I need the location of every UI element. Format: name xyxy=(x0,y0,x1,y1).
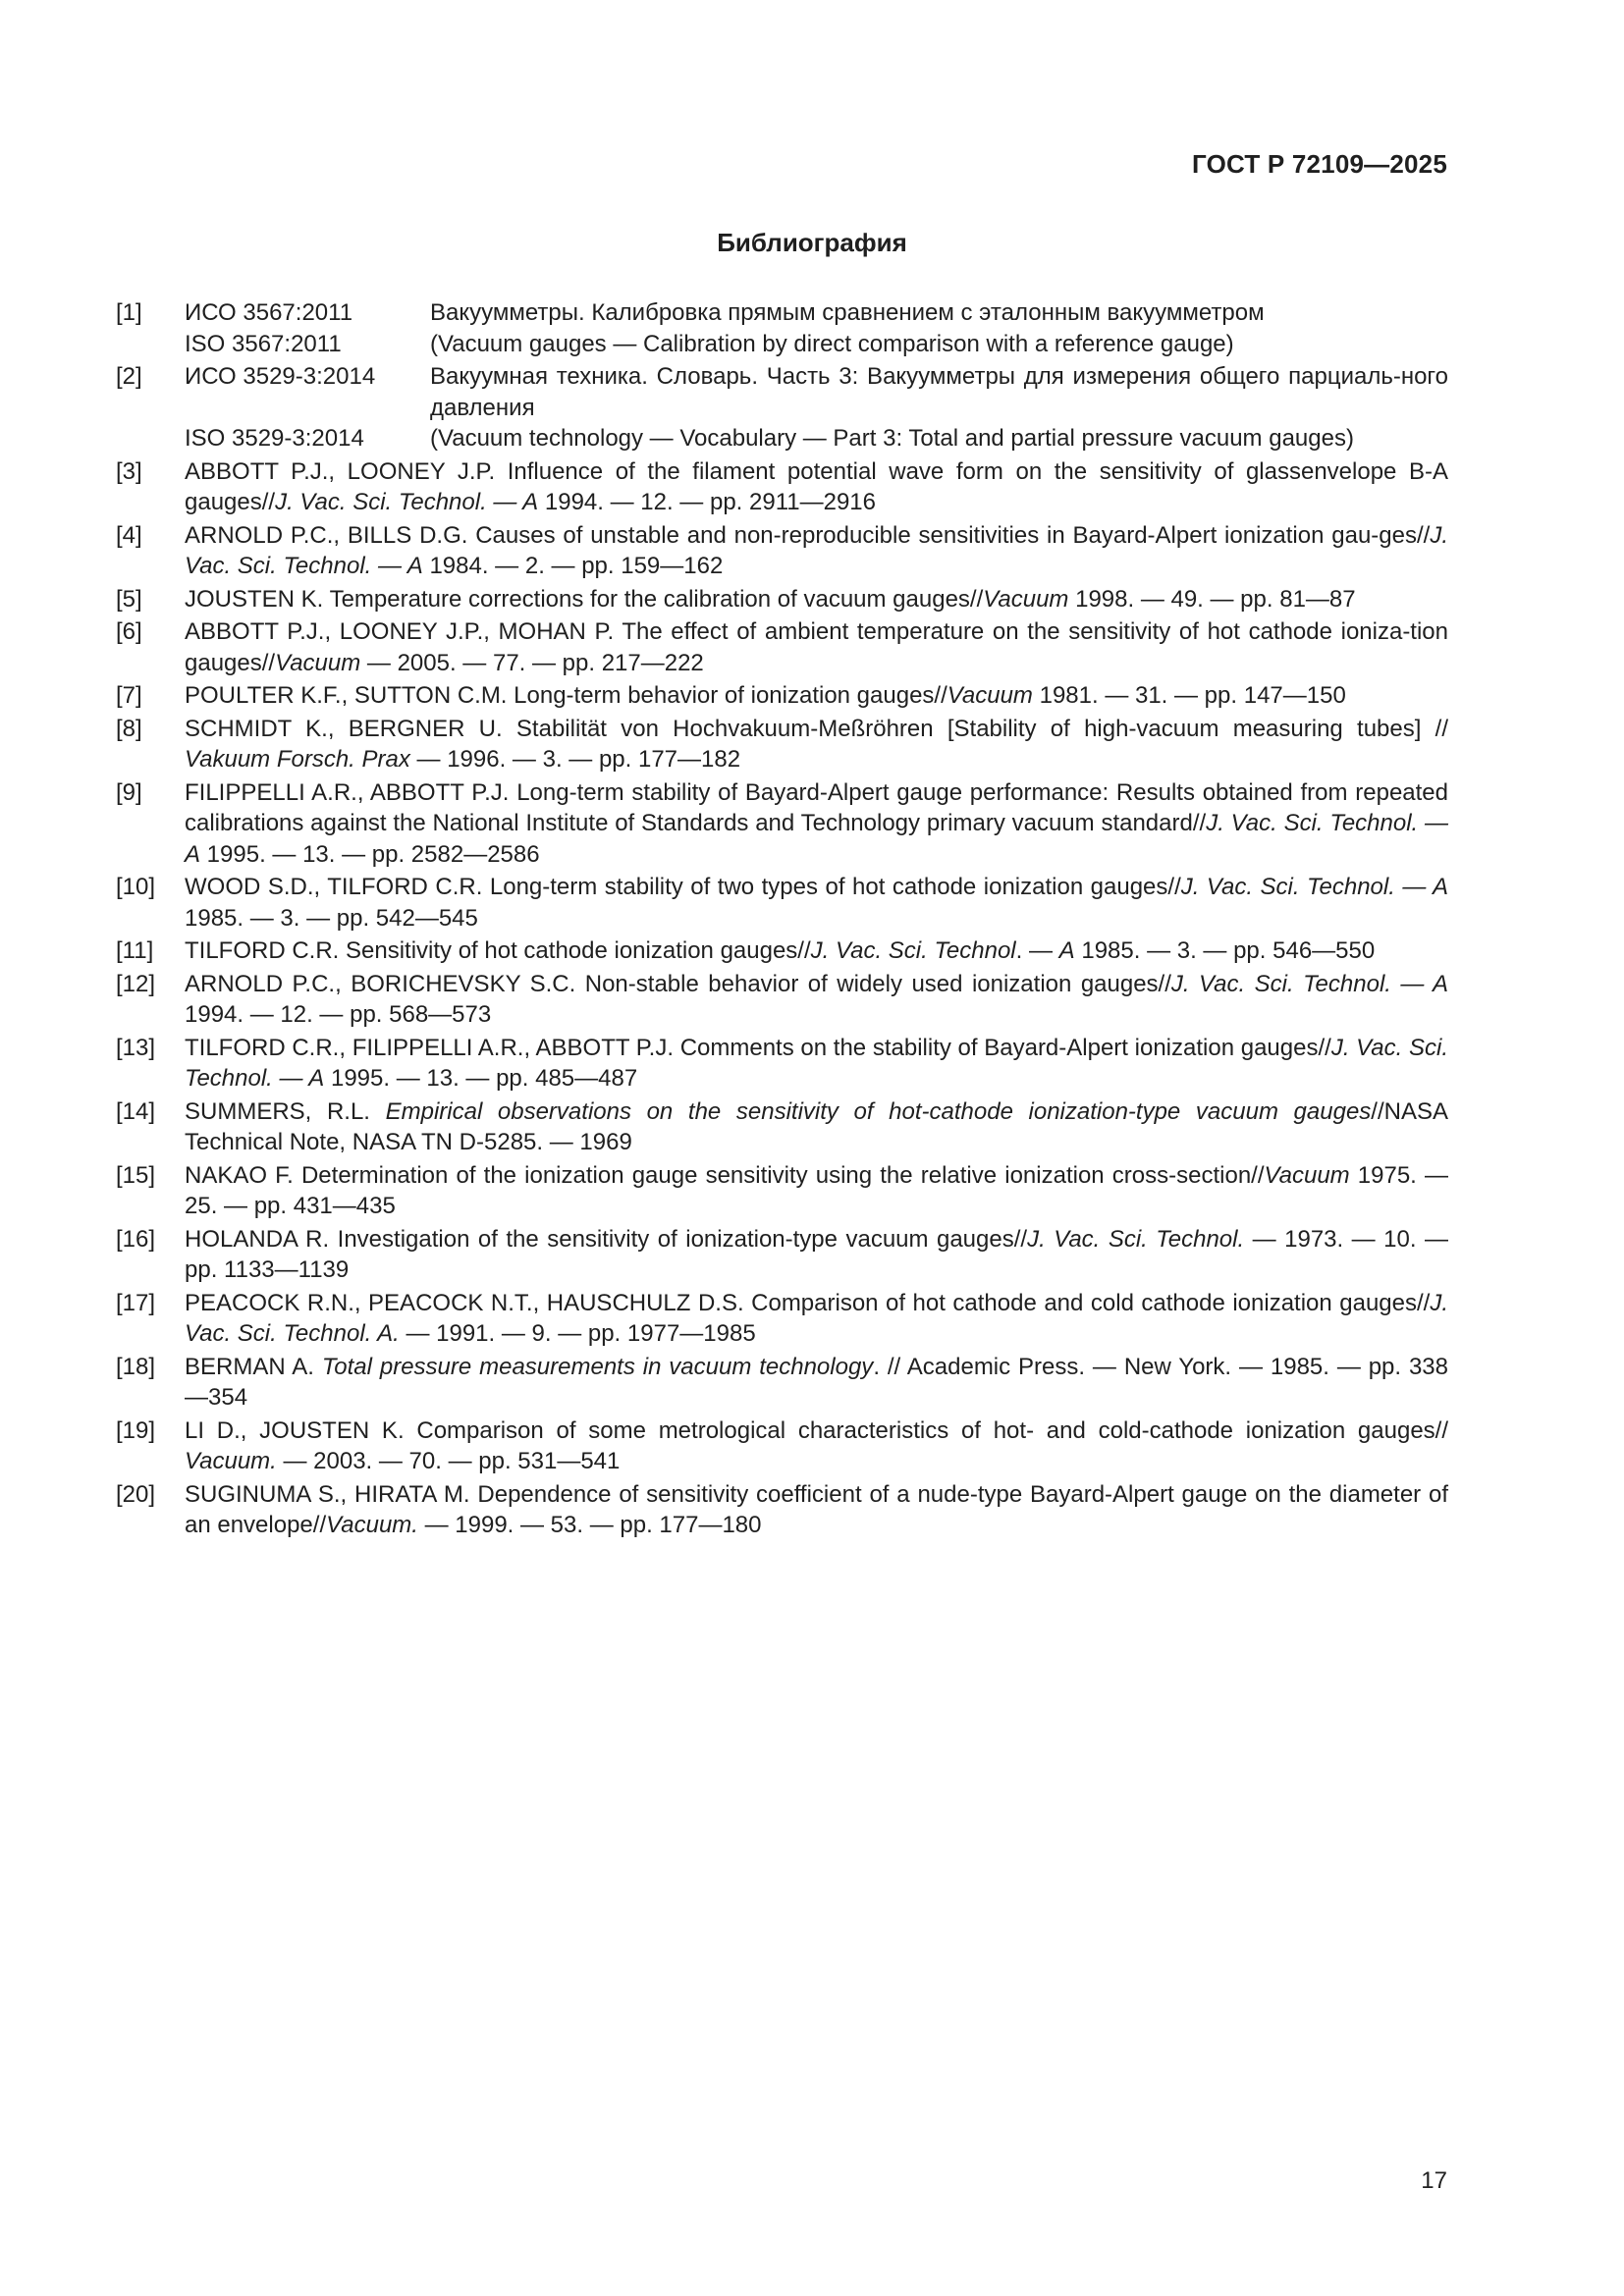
entry-text xyxy=(185,616,1448,678)
entry-number: [18] xyxy=(116,1353,156,1380)
citation-text: ARNOLD P.C., BORICHEVSKY S.C. Non-stable behavior of widely used ionization gauges// xyxy=(185,970,1171,997)
page-number: 17 xyxy=(1421,2167,1447,2194)
citation-text: — 1996. — 3. — pp. 177—182 xyxy=(409,746,741,773)
citation-text: 1984. — 2. — pp. 159—162 xyxy=(422,553,724,579)
citation-text: . — xyxy=(1015,937,1059,964)
standard-title: (Vacuum gauges — Calibration by direct comparison with a reference gauge) xyxy=(430,330,1234,357)
journal-title: Total pressure measurements in vacuum technology xyxy=(321,1353,874,1380)
citation-text: TILFORD C.R. Sensitivity of hot cathode ionization gauges// xyxy=(185,937,811,964)
entry-number: [11] xyxy=(116,937,154,964)
citation-text: 1995. — 13. — pp. 2582—2586 xyxy=(200,840,540,868)
citation-text: SCHMIDT K., BERGNER U. Stabilität von Hochvakuum-Meßröhren [Stability of high-vacuum measuring tubes] // xyxy=(185,715,1448,742)
journal-title: J. Vac. Sci. Technol. — A xyxy=(275,489,539,515)
journal-title: J. Vac. Sci. Technol. — A xyxy=(185,1034,1448,1092)
standard-line xyxy=(185,329,1448,360)
bibliography-entry xyxy=(116,361,1448,454)
citation-text: ABBOTT P.J., LOONEY J.P. Influence of the filament potential wave form on the sensitivity of glassenvelope B-A gauges// xyxy=(185,457,1448,515)
bibliography-entry xyxy=(116,1288,1448,1350)
citation-text: ARNOLD P.C., BILLS D.G. Causes of unstable and non-reproducible sensitivities in Bayard-Alpert ionization gau-ges// xyxy=(185,521,1431,549)
entry-text xyxy=(185,297,1448,359)
citation-text: WOOD S.D., TILFORD C.R. Long-term stability of two types of hot cathode ionization gauges// xyxy=(185,874,1181,900)
entry-text xyxy=(185,584,1448,615)
citation-text: FILIPPELLI A.R., ABBOTT P.J. Long-term stability of Bayard-Alpert gauge performance: Results obtained from repeated calibrations against the National Institute of Standards and Technology primary vacuum standard// xyxy=(185,778,1448,836)
citation-text: TILFORD C.R., FILIPPELLI A.R., ABBOTT P.J. Comments on the stability of Bayard-Alpert ionization gauges// xyxy=(185,1034,1331,1061)
bibliography-entry xyxy=(116,297,1448,359)
standard-code: ИСО 3567:2011 xyxy=(185,299,353,326)
citation-text: POULTER K.F., SUTTON C.M. Long-term behavior of ionization gauges// xyxy=(185,682,947,709)
standard-code: ISO 3529-3:2014 xyxy=(185,425,364,452)
entry-text xyxy=(185,935,1448,967)
citation-text: 1985. — 3. — pp. 542—545 xyxy=(185,904,478,932)
entry-number: [6] xyxy=(116,618,142,645)
citation-text: — 1991. — 9. — pp. 1977—1985 xyxy=(399,1320,756,1347)
journal-title: J. Vac. Sci. Technol. A. xyxy=(185,1289,1448,1347)
entry-number: [15] xyxy=(116,1161,156,1189)
entry-number: [3] xyxy=(116,457,142,485)
bibliography-entry xyxy=(116,935,1448,967)
bibliography-entry xyxy=(116,1033,1448,1095)
journal-title: J. Vac. Sci. Technol xyxy=(810,937,1016,964)
entry-text xyxy=(185,1288,1448,1350)
standard-title: Вакуумная техника. Словарь. Часть 3: Вакуумметры для измерения общего парциаль-ного давления xyxy=(430,363,1448,421)
citation-text: ABBOTT P.J., LOONEY J.P., MOHAN P. The effect of ambient temperature on the sensitivity of hot cathode ioniza-tion gauges// xyxy=(185,618,1448,676)
bibliography-entry xyxy=(116,616,1448,678)
bibliography-entry xyxy=(116,1479,1448,1541)
entry-number: [14] xyxy=(116,1097,156,1125)
bibliography-entry xyxy=(116,1096,1448,1158)
citation-text: — 2003. — 70. — pp. 531—541 xyxy=(276,1448,621,1474)
entry-text xyxy=(185,1096,1448,1158)
bibliography-entry xyxy=(116,520,1448,582)
citation-text: SUMMERS, R.L. xyxy=(185,1097,386,1125)
citation-text: . // Academic Press. — New York. — 1985. — pp. 338—354 xyxy=(185,1353,1448,1411)
citation-text: LI D., JOUSTEN K. Comparison of some metrological characteristics of hot- and cold-cathode ionization gauges// xyxy=(185,1416,1448,1444)
entry-text xyxy=(185,680,1448,712)
entry-number: [5] xyxy=(116,585,142,613)
entry-text xyxy=(185,456,1448,518)
entry-number: [17] xyxy=(116,1289,156,1316)
entry-text xyxy=(185,1352,1448,1414)
journal-title: J. Vac. Sci. Technol. — A xyxy=(1170,970,1448,997)
citation-text: //NASA Technical Note, NASA TN D-5285. — 1969 xyxy=(185,1097,1448,1155)
journal-title: Vacuum xyxy=(947,682,1033,709)
entry-text xyxy=(185,520,1448,582)
standard-line xyxy=(185,361,1448,423)
journal-title: A xyxy=(1058,937,1075,964)
entry-number: [7] xyxy=(116,682,142,709)
citation-text: 1975. — 25. — pp. 431—435 xyxy=(185,1161,1448,1219)
bibliography-entry xyxy=(116,714,1448,775)
document-code: ГОСТ Р 72109—2025 xyxy=(1192,149,1447,179)
entry-text xyxy=(185,1160,1448,1222)
entry-text xyxy=(185,969,1448,1031)
entry-number: [20] xyxy=(116,1480,156,1508)
journal-title: J. Vac. Sci. Technol. — A xyxy=(1180,874,1448,900)
citation-text: JOUSTEN K. Temperature corrections for the calibration of vacuum gauges// xyxy=(185,585,984,613)
entry-number: [8] xyxy=(116,715,142,742)
standard-title: (Vacuum technology — Vocabulary — Part 3: Total and partial pressure vacuum gauges) xyxy=(430,425,1354,452)
standard-title: Вакуумметры. Калибровка прямым сравнением с эталонным вакуумметром xyxy=(430,299,1265,326)
entry-number: [2] xyxy=(116,363,142,390)
entry-number: [13] xyxy=(116,1034,156,1061)
bibliography-entry xyxy=(116,872,1448,934)
bibliography-list xyxy=(116,297,1448,1543)
citation-text: — 2005. — 77. — pp. 217—222 xyxy=(360,649,704,676)
journal-title: Vacuum xyxy=(983,585,1069,613)
bibliography-entry xyxy=(116,969,1448,1031)
bibliography-entry xyxy=(116,680,1448,712)
citation-text: 1981. — 31. — pp. 147—150 xyxy=(1032,682,1346,709)
citation-text: 1994. — 12. — pp. 2911—2916 xyxy=(538,489,876,515)
standard-code: ИСО 3529-3:2014 xyxy=(185,363,376,390)
citation-text: 1985. — 3. — pp. 546—550 xyxy=(1074,937,1376,964)
page-title: Библиография xyxy=(717,228,907,257)
citation-text: HOLANDA R. Investigation of the sensitivity of ionization-type vacuum gauges// xyxy=(185,1225,1028,1253)
bibliography-entry xyxy=(116,456,1448,518)
entry-text xyxy=(185,777,1448,871)
entry-number: [4] xyxy=(116,521,142,549)
entry-text xyxy=(185,361,1448,454)
journal-title: J. Vac. Sci. Technol. — A xyxy=(185,810,1449,868)
entry-number: [12] xyxy=(116,970,156,997)
standard-line xyxy=(185,423,1448,454)
entry-text xyxy=(185,872,1448,934)
bibliography-entry xyxy=(116,1352,1448,1414)
journal-title: J. Vac. Sci. Technol. xyxy=(1027,1225,1245,1253)
journal-title: Vakuum Forsch. Prax xyxy=(185,746,410,773)
journal-title: Vacuum xyxy=(275,649,361,676)
entry-text xyxy=(185,714,1448,775)
journal-title: Empirical observations on the sensitivity of hot-cathode ionization-type vacuum gauges xyxy=(385,1097,1372,1125)
journal-title: Vacuum. xyxy=(326,1512,418,1538)
entry-number: [10] xyxy=(116,874,156,900)
entry-number: [19] xyxy=(116,1416,156,1444)
citation-text: 1995. — 13. — pp. 485—487 xyxy=(324,1065,638,1092)
entry-text xyxy=(185,1415,1448,1477)
bibliography-entry xyxy=(116,584,1448,615)
entry-text xyxy=(185,1224,1448,1286)
citation-text: BERMAN A. xyxy=(185,1353,322,1380)
citation-text: PEACOCK R.N., PEACOCK N.T., HAUSCHULZ D.S. Comparison of hot cathode and cold cathode ionization gauges// xyxy=(185,1289,1431,1316)
entry-text xyxy=(185,1479,1448,1541)
citation-text: 1998. — 49. — pp. 81—87 xyxy=(1068,585,1356,613)
standard-line xyxy=(185,297,1448,329)
citation-text: NAKAO F. Determination of the ionization gauge sensitivity using the relative ionization cross-section// xyxy=(185,1161,1265,1189)
entry-text xyxy=(185,1033,1448,1095)
entry-number: [16] xyxy=(116,1225,156,1253)
bibliography-entry xyxy=(116,1224,1448,1286)
journal-title: J. Vac. Sci. Technol. — A xyxy=(185,521,1448,579)
journal-title: Vacuum. xyxy=(185,1448,277,1474)
citation-text: 1994. — 12. — pp. 568—573 xyxy=(185,1001,492,1028)
journal-title: Vacuum xyxy=(1264,1161,1350,1189)
citation-text: — 1973. — 10. — pp. 1133—1139 xyxy=(185,1225,1448,1283)
standard-code: ISO 3567:2011 xyxy=(185,330,342,357)
entry-number: [1] xyxy=(116,299,142,326)
bibliography-entry xyxy=(116,1160,1448,1222)
citation-text: SUGINUMA S., HIRATA M. Dependence of sensitivity coefficient of a nude-type Bayard-Alpert gauge on the diameter of an envelope// xyxy=(185,1480,1448,1538)
bibliography-entry xyxy=(116,1415,1448,1477)
citation-text: — 1999. — 53. — pp. 177—180 xyxy=(417,1512,762,1538)
entry-number: [9] xyxy=(116,778,142,806)
bibliography-entry xyxy=(116,777,1448,871)
